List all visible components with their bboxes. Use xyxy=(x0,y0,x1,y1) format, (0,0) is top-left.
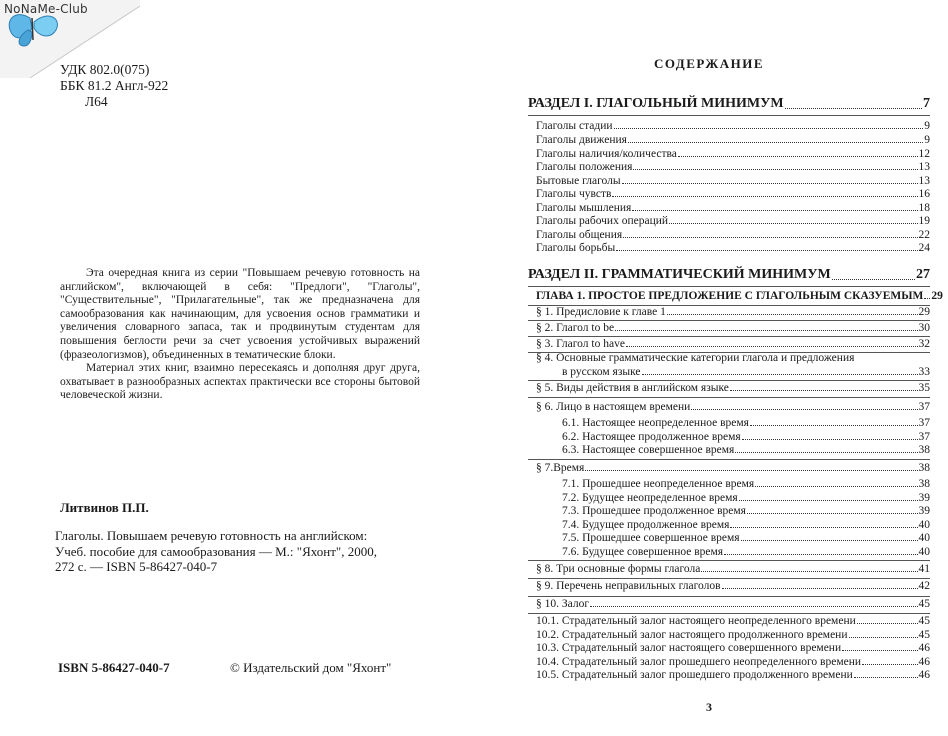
toc-page: 27 xyxy=(916,267,930,282)
imprint xyxy=(58,660,428,676)
toc-label: Глаголы стадии xyxy=(536,120,613,132)
toc-subitem[interactable] xyxy=(562,431,930,443)
toc-page: 30 xyxy=(918,322,930,334)
annotation xyxy=(60,267,420,403)
toc-page: 45 xyxy=(918,629,930,641)
toc-page: 46 xyxy=(918,656,930,668)
toc-page: 38 xyxy=(918,478,930,490)
toc-paragraph-4[interactable] xyxy=(562,366,930,378)
toc-page: 29 xyxy=(931,290,943,302)
toc-item[interactable] xyxy=(536,242,930,254)
bibl-line: Глаголы. Повышаем речевую готовность на английском: xyxy=(55,528,368,543)
toc-label: Глаголы общения xyxy=(536,229,623,241)
toc-page: 16 xyxy=(918,188,930,200)
toc-label: § 10. Залог xyxy=(536,598,590,610)
toc-paragraph-8[interactable] xyxy=(536,563,930,575)
toc-page: 35 xyxy=(918,382,930,394)
toc-label: § 1. Предисловие к главе 1 xyxy=(536,306,666,318)
toc-paragraph-2[interactable] xyxy=(536,322,930,334)
toc-page: 46 xyxy=(918,669,930,681)
annotation-paragraph: Эта очередная книга из серии "Повышаем речевую готовность на английском", включающей в себя: "Предлоги", "Глаголы", "Существительные", "Прилагательные", так же предназначена для самообразования как начинающим, для усвоения основ грамматики и увеличения словарного запаса, так и продвинутым студентам для повышения беглости речи за счет усвоения устойчивых выражений (фразеологизмов), объединенных в тематические блоки. xyxy=(60,267,420,361)
toc-page: 42 xyxy=(918,580,930,592)
left-page xyxy=(0,0,470,736)
toc-label: Глаголы мышления xyxy=(536,202,632,214)
toc-page: 24 xyxy=(918,242,930,254)
catalog-code: Л64 xyxy=(85,94,108,109)
toc-label: 10.3. Страдательный залог настоящего совершенного времени xyxy=(536,642,842,654)
toc-label: 10.4. Страдательный залог прошедшего неопределенного времени xyxy=(536,656,862,668)
toc-paragraph-1[interactable] xyxy=(536,306,930,318)
toc-label: 7.5. Прошедшее совершенное время xyxy=(562,532,740,544)
toc-label: 7.4. Будущее продолженное время xyxy=(562,519,730,531)
toc-page: 45 xyxy=(918,598,930,610)
toc-page: 9 xyxy=(924,134,930,146)
publisher: © Издательский дом "Яхонт" xyxy=(230,660,392,675)
annotation-paragraph: Материал этих книг, взаимно пересекаясь и дополняя друг друга, охватывает в разнообразных аспектах практически все стороны бытовой человеческой жизни. xyxy=(60,362,420,402)
toc-label: РАЗДЕЛ I. ГЛАГОЛЬНЫЙ МИНИМУМ xyxy=(528,96,784,111)
toc-label: 7.2. Будущее неопределенное время xyxy=(562,492,738,504)
toc-label: 7.1. Прошедшее неопределенное время xyxy=(562,478,755,490)
divider xyxy=(528,286,930,287)
toc-item[interactable] xyxy=(536,188,930,200)
divider xyxy=(528,336,930,337)
toc-paragraph-10[interactable] xyxy=(536,598,930,610)
toc-page: 46 xyxy=(918,642,930,654)
bbk-line: ББК 81.2 Англ-922 xyxy=(60,78,169,93)
toc-subitem[interactable] xyxy=(536,656,930,668)
toc-subitem[interactable] xyxy=(562,478,930,490)
right-page xyxy=(470,0,948,736)
toc-page: 18 xyxy=(918,202,930,214)
divider xyxy=(528,596,930,597)
toc-page: 40 xyxy=(918,532,930,544)
divider xyxy=(528,578,930,579)
toc-label: Глаголы чувств xyxy=(536,188,612,200)
toc-page: 9 xyxy=(924,120,930,132)
toc-page: 13 xyxy=(918,161,930,173)
toc-label: § 6. Лицо в настоящем времени xyxy=(536,401,691,413)
divider xyxy=(528,115,930,116)
udk-block xyxy=(60,62,168,110)
toc-page: 33 xyxy=(918,366,930,378)
toc-subitem[interactable] xyxy=(536,615,930,627)
toc-page: 39 xyxy=(918,505,930,517)
toc-paragraph-5[interactable] xyxy=(536,382,930,394)
toc-label: 10.5. Страдательный залог прошедшего продолженного времени xyxy=(536,669,853,681)
toc-item[interactable] xyxy=(536,215,930,227)
divider xyxy=(528,380,930,381)
divider xyxy=(528,613,930,614)
toc-label: Глаголы рабочих операций xyxy=(536,215,669,227)
toc-page: 29 xyxy=(918,306,930,318)
toc-page: 37 xyxy=(918,417,930,429)
divider xyxy=(528,397,930,398)
toc-item[interactable] xyxy=(536,202,930,214)
toc-paragraph-3[interactable] xyxy=(536,338,930,350)
toc-page: 12 xyxy=(918,148,930,160)
divider xyxy=(528,320,930,321)
toc-section-1[interactable] xyxy=(528,96,930,112)
toc-page: 7 xyxy=(923,96,930,111)
toc-subitem[interactable] xyxy=(562,532,930,544)
toc-label: 10.1. Страдательный залог настоящего неопределенного времени xyxy=(536,615,856,627)
toc-label: § 2. Глагол to be xyxy=(536,322,615,334)
toc-page: 38 xyxy=(918,462,930,474)
toc-label: 7.6. Будущее совершенное время xyxy=(562,546,724,558)
toc-section-2[interactable] xyxy=(528,267,930,283)
page-number: 3 xyxy=(706,700,712,714)
toc-subitem[interactable] xyxy=(536,629,930,641)
toc-subitem[interactable] xyxy=(562,417,930,429)
toc-paragraph-7[interactable] xyxy=(536,462,930,474)
toc-subitem[interactable] xyxy=(536,642,930,654)
toc-chapter-1[interactable] xyxy=(536,290,943,302)
isbn: ISBN 5-86427-040-7 xyxy=(58,660,170,675)
toc-page: 37 xyxy=(918,401,930,413)
toc-paragraph-4-line1: § 4. Основные грамматические категории глагола и предложения xyxy=(536,352,855,364)
toc-page: 37 xyxy=(918,431,930,443)
toc-subitem[interactable] xyxy=(562,444,930,456)
toc-item[interactable] xyxy=(536,161,930,173)
toc-subitem[interactable] xyxy=(562,546,930,558)
toc-page: 41 xyxy=(918,563,930,575)
toc-label: 6.2. Настоящее продолженное время xyxy=(562,431,741,443)
udk-line: УДК 802.0(075) xyxy=(60,62,150,77)
toc-label: 10.2. Страдательный залог настоящего продолженного времени xyxy=(536,629,848,641)
toc-page: 22 xyxy=(918,229,930,241)
toc-label: ГЛАВА 1. ПРОСТОЕ ПРЕДЛОЖЕНИЕ С ГЛАГОЛЬНЫМ СКАЗУЕМЫМ xyxy=(536,290,924,302)
bibliographic-description xyxy=(55,528,425,575)
toc-page: 40 xyxy=(918,546,930,558)
toc-subitem[interactable] xyxy=(562,492,930,504)
bibl-line: 272 с. — ISBN 5-86427-040-7 xyxy=(55,559,218,574)
toc-page: 39 xyxy=(918,492,930,504)
toc-label: Глаголы борьбы xyxy=(536,242,616,254)
toc-label: § 3. Глагол to have xyxy=(536,338,625,350)
toc-label: в русском языке xyxy=(562,366,641,378)
toc-item[interactable] xyxy=(536,120,930,132)
toc-label: Глаголы наличия/количества xyxy=(536,148,677,160)
toc-label: § 9. Перечень неправильных глаголов xyxy=(536,580,721,592)
toc-subitem[interactable] xyxy=(562,519,930,531)
toc-label: § 7.Время xyxy=(536,462,585,474)
divider xyxy=(528,560,930,561)
toc-item[interactable] xyxy=(536,134,930,146)
toc-paragraph-6[interactable] xyxy=(536,401,930,413)
toc-page: 13 xyxy=(918,175,930,187)
toc-label: 6.1. Настоящее неопределенное время xyxy=(562,417,749,429)
toc-paragraph-9[interactable] xyxy=(536,580,930,592)
toc-page: 19 xyxy=(918,215,930,227)
toc-page: 45 xyxy=(918,615,930,627)
bibl-line: Учеб. пособие для самообразования — М.: "Яхонт", 2000, xyxy=(55,543,377,559)
toc-subitem[interactable] xyxy=(562,505,930,517)
toc-label: Глаголы положения xyxy=(536,161,633,173)
toc-item[interactable] xyxy=(536,148,930,160)
toc-page: 40 xyxy=(918,519,930,531)
toc-page: 32 xyxy=(918,338,930,350)
toc-title: СОДЕРЖАНИЕ xyxy=(653,56,765,71)
toc-label: Глаголы движения xyxy=(536,134,627,146)
toc-item[interactable] xyxy=(536,229,930,241)
toc-item[interactable] xyxy=(536,175,930,187)
toc-page: 38 xyxy=(918,444,930,456)
toc-label: Бытовые глаголы xyxy=(536,175,621,187)
toc-label: РАЗДЕЛ II. ГРАММАТИЧЕСКИЙ МИНИМУМ xyxy=(528,267,831,282)
toc-label: 7.3. Прошедшее продолженное время xyxy=(562,505,746,517)
watermark-text: NoNaMe-Club xyxy=(4,2,88,16)
toc-label: § 8. Три основные формы глагола xyxy=(536,563,701,575)
toc-subitem[interactable] xyxy=(536,669,930,681)
author: Литвинов П.П. xyxy=(60,500,149,515)
toc-label: 6.3. Настоящее совершенное время xyxy=(562,444,735,456)
divider xyxy=(528,459,930,460)
toc-label: § 5. Виды действия в английском языке xyxy=(536,382,729,394)
